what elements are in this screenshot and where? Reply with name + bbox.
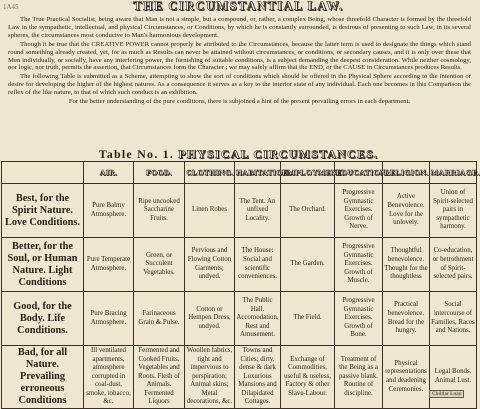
table-cell: Thoughtful benevolence. Thought for the thoughtless [383,238,430,292]
table-cell: Progressive Gymnastic Exercises. Growth of Muscle. [335,238,383,292]
table-cell: Co-education, or betrothment of Spirit-selected pairs. [430,238,477,292]
table-cell: Pure Bracing Atmosphere. [84,292,134,346]
column-header: CLOTHING. [185,162,235,184]
table-cell: Ripe uncooked Saccharine Fruits. [134,184,185,238]
table-row [2,184,477,238]
table-cell: Green, or Succulent Vegetables. [134,238,185,292]
row-label: Good, for the Body. Life Conditions. [2,292,84,346]
intro-text [8,16,471,107]
column-header: AIR. [84,162,134,184]
catalog-mark: 1A45 [3,3,19,11]
paragraph: Though it be true that the CREATIVE POWER cannot properly be attributed to the Circumstances, because the latter term is used to designate the things which stand round something already created, yet, for as much as Results can never be attained without circumstances, or conditions, or secondary causes, and it is only over these that Men individually, or socially, have any interfering power, the furnishing of suitable conditions, is a subject demanding the deepest consideration. While neither cosmology, nor logic, nor truth, permits the assertion, that Circumstances form the Character ; we may safely affirm that the END, or the CAUSE in Circumstances produces Results. [8,40,471,72]
table-cell: Legal Bonds. Animal Lust. [430,346,477,409]
table-row [2,292,477,346]
table-cell: The Tent. An unfixed Locality. [235,184,281,238]
paragraph: The True Practical Socialist, being aware that Man is not a simple, but a compound, or, rather, a complex Being, whose threefold Character is formed by the threefold Law in the sympathetic, intellectual, and physical Circumstances, or Conditions, by which he is constantly surrounded, is desirous of presenting to such Law, in its several spheres, the circumstances most conducive to Man's harmonious development. [8,16,471,39]
table-cell: Social intercourse of Families, Races and Nations. [430,292,477,346]
column-header: FOOD. [134,162,185,184]
table-cell: The Field. [281,292,335,346]
hint-line: For the better understanding of the pure conditions, there is subjoined a hint of the present prevailing errors in each department. [68,98,411,106]
column-header: EDUCATION. [335,162,383,184]
table-cell: Practical benevolence. Bread for the hungry. [383,292,430,346]
column-header: MARRIAGE. [430,162,477,184]
table-cell: Linen Robes [185,184,235,238]
circumstances-table [1,161,480,409]
table-cell: Farinaceous Grain & Pulse. [134,292,185,346]
table-cell: Exchange of Commodities, useful & useless, Factory & other Slave-Labour. [281,346,335,409]
header-row [2,162,477,184]
table-cell: The Orchard. [281,184,335,238]
table-cell: Fermented and Cooked Fruits, Vegetables and Roots. Flesh of Animals. Fermented Liquors [134,346,185,409]
table-name: PHYSICAL CIRCUMSTANCES. [178,147,379,161]
table-row [2,346,477,409]
table-cell: Pure Temperate Atmosphere. [84,238,134,292]
row-label: Better, for the Soul, or Human Nature. Light Conditions [2,238,84,292]
document-title: THE CIRCUMSTANTIAL LAW. [133,0,344,13]
table-cell: Active Benevolence. Love for the unlovely. [383,184,430,238]
table-cell: The House: Social and scientific conveniences. [235,238,281,292]
corner-cell [2,162,84,184]
table-title [0,147,477,162]
table-cell: Ill ventilated apartments, atmosphere corrupted in coal-dust, smoke, tobacco, &c. [84,346,134,409]
table-cell: The Public Hall. Accomodation, Rest and Amusement. [235,292,281,346]
table-cell: Union of Spirit-selected pairs in sympathetic harmony. [430,184,477,238]
table-cell: Progressive Gymnastic Exercises. Growth of Bone. [335,292,383,346]
row-label: Bad, for all Nature. Prevailing erroneous Conditions [2,346,84,409]
table-cell: Progressive Gymnastic Exercises. Growth of Nerve. [335,184,383,238]
table-row [2,238,477,292]
column-header: EMPLOYMENT [281,162,335,184]
column-header: HABITATION. [235,162,281,184]
table-cell: Woollen fabrics, tight and impervious to perspiration; Animal skins; Metal decorations, &c. [185,346,235,409]
table-number: Table No. 1. [98,147,175,161]
paragraph: The following Table is submitted as a Scheme, attempting to show the sort of conditions which should be offered in the Physical Sphere according to the intention or desire for developing the higher of the highest natures. As a consequence it serves as a key to the interior state of any individual. Each one becomes in this Comparison the reflex of the like nature, to that of which such conduct is an exhibition. [8,73,471,97]
table-cell: Towns and Cities; dirty, dense & dark Luxurious Mansions and Dilapidated Cottages. [235,346,281,409]
table-cell: The Garden. [281,238,335,292]
table-cell: Physical representations and deadening Ceremonies. [383,346,430,409]
row-label: Best, for the Spirit Nature. Love Conditions. [2,184,84,238]
library-stamp: Chiltlar Loan [429,390,464,398]
table-cell: Pure Balmy Atmosphere. [84,184,134,238]
table-cell: Treatment of the Being as a passive blank. Routine of discipline. [335,346,383,409]
column-header: RELIGION. [383,162,430,184]
table-cell: Cotton or Hempen Dress, undyed. [185,292,235,346]
table-cell: Pervious and Flowing Cotton Garments; undyed. [185,238,235,292]
